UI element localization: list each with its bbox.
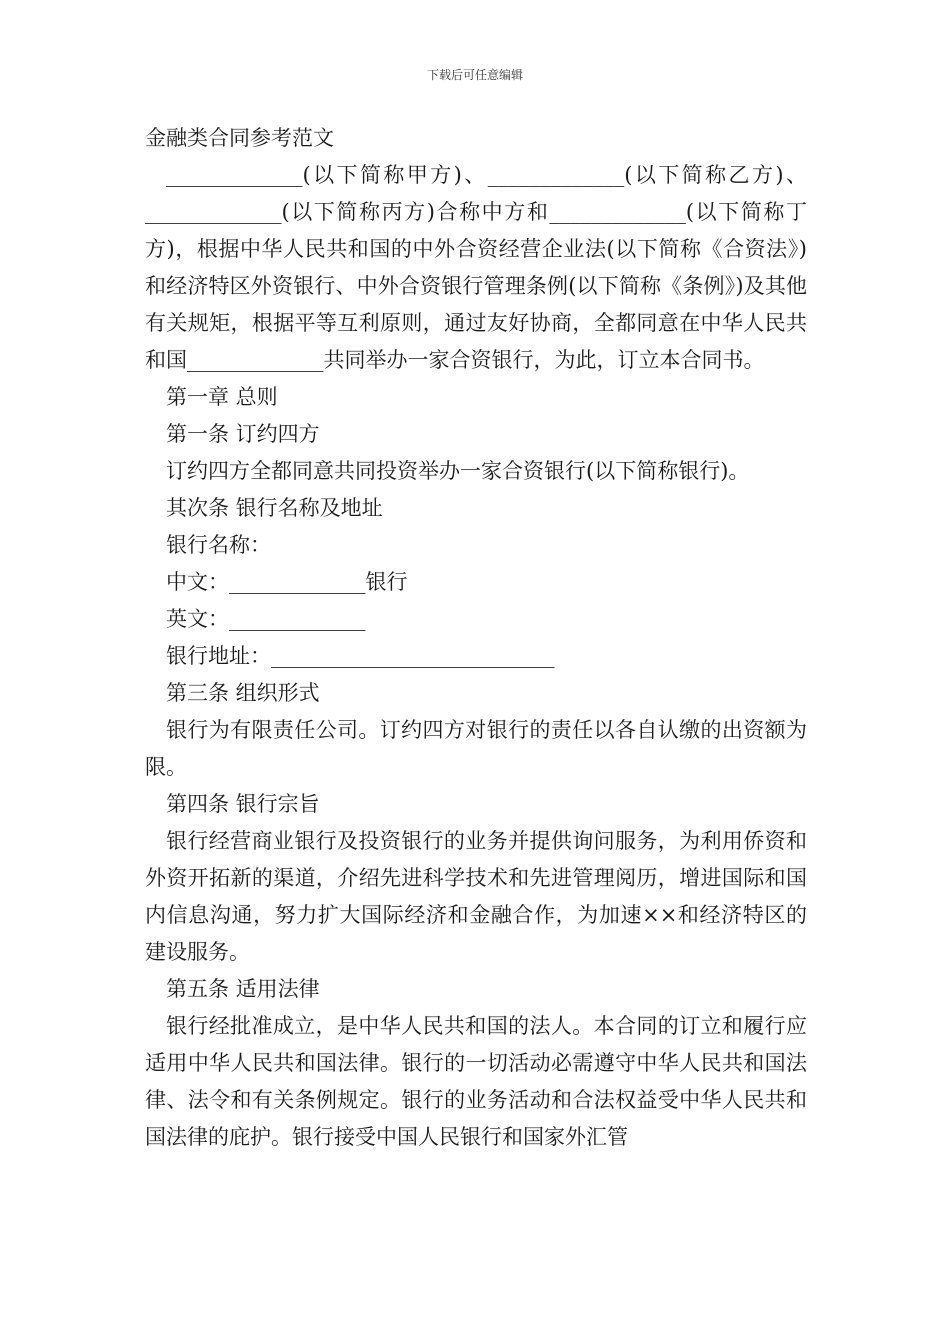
header-note: 下载后可任意编辑 <box>426 68 523 82</box>
article-5-heading: 第五条 适用法律 <box>166 977 320 1001</box>
chapter-heading: 第一章 总则 <box>166 385 278 409</box>
article-4-text: 银行经营商业银行及投资银行的业务并提供询问服务，为利用侨资和外资开拓新的渠道，介绍先进科学技术和先进管理阅历，增进国际和国内信息沟通，努力扩大国际经济和金融合作，为加速××和经济特区的建设服务。 <box>145 829 807 964</box>
bank-name-chinese: 中文：_____________银行 <box>166 570 408 594</box>
article-1-heading: 第一条 订约四方 <box>166 422 320 446</box>
bank-address: 银行地址：___________________________ <box>166 644 555 668</box>
article-3-heading: 第三条 组织形式 <box>166 681 320 705</box>
document-title: 金融类合同参考范文 <box>145 126 334 150</box>
bank-name-english: 英文：_____________ <box>166 607 366 631</box>
article-4-heading: 第四条 银行宗旨 <box>166 792 320 816</box>
article-5-text: 银行经批准成立，是中华人民共和国的法人。本合同的订立和履行应适用中华人民共和国法律。银行的一切活动必需遵守中华人民共和国法律、法令和有关条例规定。银行的业务活动和合法权益受中华人民共和国法律的庇护。银行接受中国人民银行和国家外汇管 <box>145 1014 807 1149</box>
bank-name-label: 银行名称： <box>166 533 271 557</box>
article-2-heading: 其次条 银行名称及地址 <box>166 496 383 520</box>
article-3-text: 银行为有限责任公司。订约四方对银行的责任以各自认缴的出资额为限。 <box>145 718 807 779</box>
document-body <box>145 120 807 1156</box>
preamble-paragraph: _____________(以下简称甲方)、_____________(以下简称乙方)、_____________(以下简称丙方)合称中方和_____________(以下简称丁方)，根据中华人民共和国的中外合资经营企业法(以下简称《合资法》)和经济特区外资银行、中外合资银行管理条例(以下简称《条例》)及其他有关规矩，根据平等互利原则，通过友好协商，全都同意在中华人民共和国_____________共同举办一家合资银行，为此，订立本合同书。 <box>145 163 807 372</box>
article-1-text: 订约四方全都同意共同投资举办一家合资银行(以下简称银行)。 <box>166 459 750 483</box>
